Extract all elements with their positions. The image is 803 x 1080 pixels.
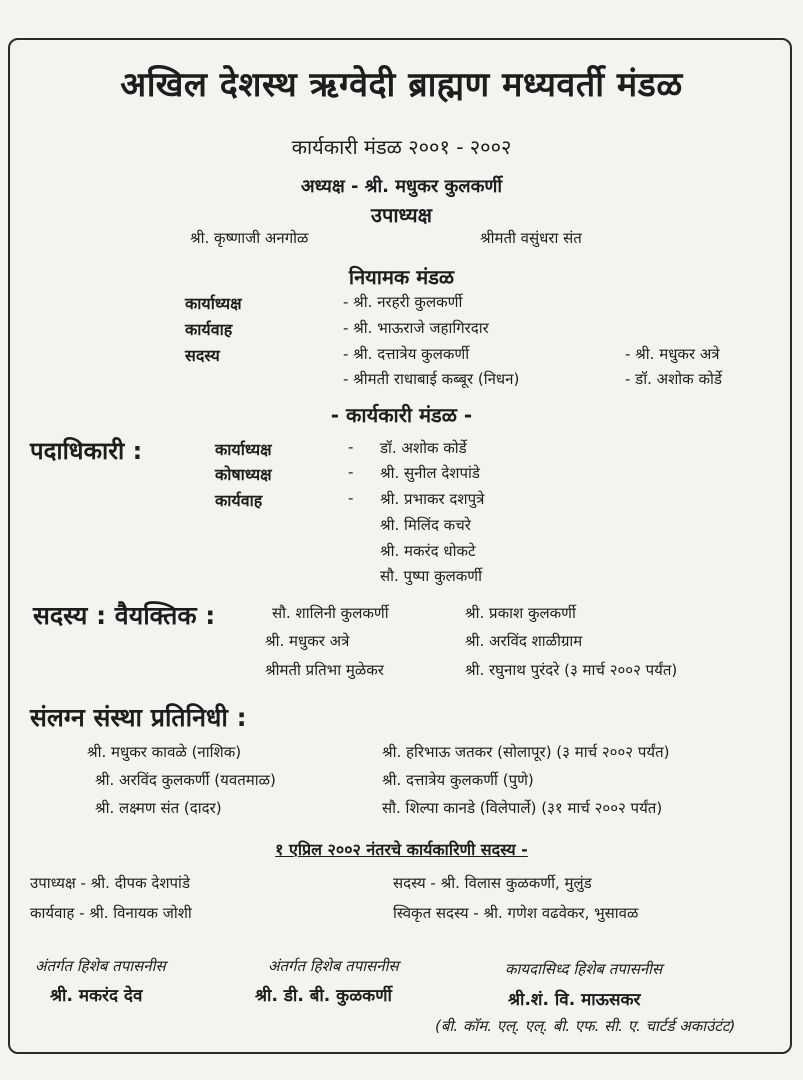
aff-left-3: श्री. लक्ष्मण संत (दादर) (95, 799, 222, 817)
exec-dash-3: - (348, 489, 354, 507)
aff-right-1: श्री. हरिभाऊ जतकर (सोलापूर) (३ मार्च २००२ पर्यंत) (382, 743, 670, 761)
exec-dash-1: - (348, 438, 354, 456)
auditor-name-2: श्री. डी. बी. कुळकर्णी (255, 986, 392, 1006)
exec-name-6: सौ. पुष्पा कुलकर्णी (380, 567, 483, 585)
after-right-1: सदस्य - श्री. विलास कुळकर्णी, मुलुंड (393, 874, 592, 892)
ind-left-2: श्री. मधुकर अत्रे (265, 632, 350, 650)
vp-name-2: श्रीमती वसुंधरा संत (480, 229, 582, 247)
auditor-qualification: (बी. कॉम. एल्. एल्. बी. एफ. सी. ए. चार्टर्ड अकाउंटंट) (435, 1017, 736, 1035)
officers-label: पदाधिकारी : (30, 437, 143, 465)
ind-right-1: श्री. प्रकाश कुलकर्णी (465, 604, 576, 622)
page-title: अखिल देशस्थ ऋग्वेदी ब्राह्मण मध्यवर्ती मंडळ (120, 65, 683, 105)
after-left-1: उपाध्यक्ष - श्री. दीपक देशपांडे (30, 874, 190, 892)
ind-left-1: सौ. शालिनी कुलकर्णी (272, 604, 389, 622)
exec-name-4: श्री. मिलिंद कचरे (380, 516, 471, 534)
aff-right-3: सौ. शिल्पा कानडे (विलेपार्ले) (३१ मार्च २००२ पर्यंत) (382, 799, 663, 817)
exec-name-3: श्री. प्रभाकर दशपुत्रे (380, 490, 485, 508)
auditor-title-3: कायदासिध्द हिशेब तपासनीस (505, 960, 663, 978)
after-april-heading: १ एप्रिल २००२ नंतरचे कार्यकारिणी सदस्य - (275, 840, 528, 859)
ind-right-2: श्री. अरविंद शाळीग्राम (465, 632, 583, 650)
individual-label: सदस्य : वैयक्तिक : (33, 601, 216, 630)
vp-name-1: श्री. कृष्णाजी अनगोळ (190, 229, 309, 247)
exec-name-5: श्री. मकरंद धोकटे (380, 542, 476, 560)
affiliated-heading: संलग्न संस्था प्रतिनिधी : (30, 703, 247, 732)
ind-right-3: श्री. रघुनाथ पुरंदरे (३ मार्च २००२ पर्यंत) (465, 661, 678, 679)
aff-right-2: श्री. दत्तात्रेय कुलकर्णी (पुणे) (382, 771, 534, 789)
reg-name-4: - श्रीमती राधाबाई कब्बूर (निधन) (343, 370, 520, 388)
reg-role-2: कार्यवाह (185, 320, 233, 339)
vp-heading: उपाध्यक्ष (371, 203, 432, 227)
auditor-name-1: श्री. मकरंद देव (50, 986, 143, 1006)
term-subtitle: कार्यकारी मंडळ २००१ - २००२ (291, 135, 512, 159)
reg-extra-4: - डॉ. अशोक कोर्डे (625, 370, 722, 388)
exec-role-3: कार्यवाह (215, 491, 263, 510)
aff-left-1: श्री. मधुकर कावळे (नाशिक) (87, 743, 242, 761)
exec-name-1: डॉ. अशोक कोर्डे (380, 439, 467, 457)
after-left-2: कार्यवाह - श्री. विनायक जोशी (30, 904, 192, 922)
auditor-title-2: अंतर्गत हिशेब तपासनीस (268, 957, 399, 975)
reg-role-1: कार्याध्यक्ष (185, 294, 242, 313)
exec-dash-2: - (348, 463, 354, 481)
reg-name-2: - श्री. भाऊराजे जहागिरदार (343, 319, 489, 337)
reg-name-1: - श्री. नरहरी कुलकर्णी (343, 293, 463, 311)
president-line: अध्यक्ष - श्री. मधुकर कुलकर्णी (300, 176, 503, 197)
executive-heading: - कार्यकारी मंडळ - (330, 403, 473, 427)
regulatory-heading: नियामक मंडळ (348, 265, 455, 289)
exec-name-2: श्री. सुनील देशपांडे (380, 464, 480, 482)
reg-extra-3: - श्री. मधुकर अत्रे (625, 345, 720, 363)
reg-name-3: - श्री. दत्तात्रेय कुलकर्णी (343, 345, 470, 363)
auditor-name-3: श्री.शं. वि. माऊसकर (508, 990, 641, 1010)
after-right-2: स्विकृत सदस्य - श्री. गणेश वढवेकर, भुसावळ (393, 904, 639, 922)
auditor-title-1: अंतर्गत हिशेब तपासनीस (35, 957, 166, 975)
exec-role-1: कार्याध्यक्ष (215, 440, 272, 459)
exec-role-2: कोषाध्यक्ष (215, 465, 272, 484)
ind-left-3: श्रीमती प्रतिभा मुळेकर (265, 661, 384, 679)
aff-left-2: श्री. अरविंद कुलकर्णी (यवतमाळ) (95, 771, 276, 789)
reg-role-3: सदस्य (185, 346, 220, 365)
